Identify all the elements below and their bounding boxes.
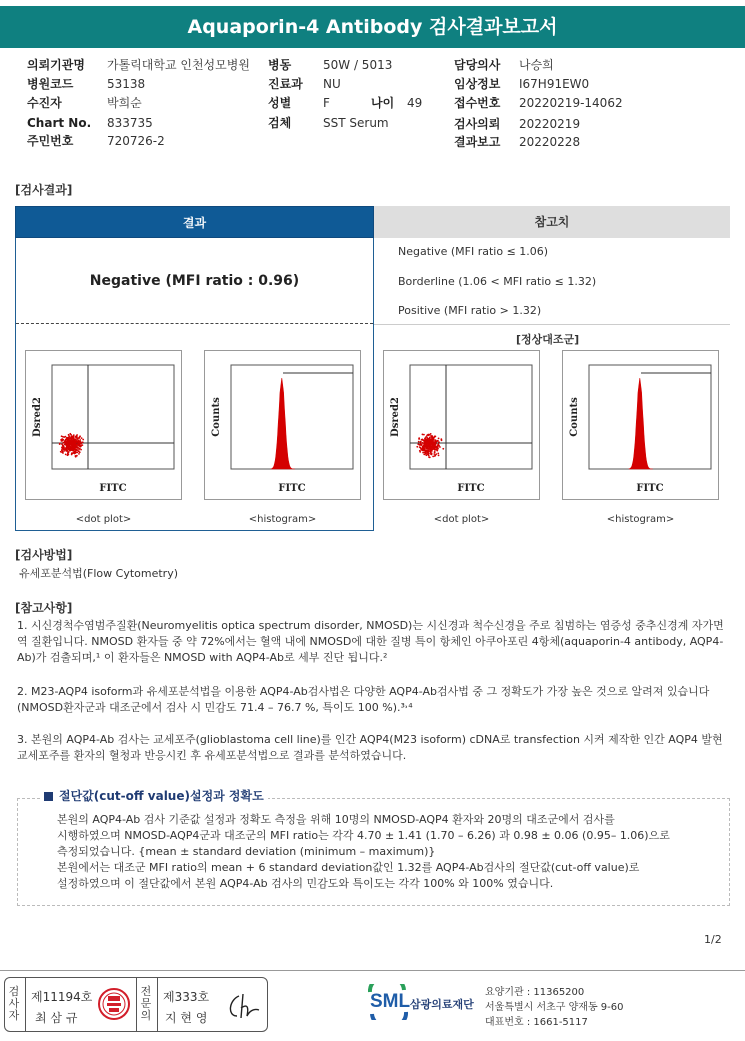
event-dot xyxy=(423,454,425,456)
cutoff-line: 설정하였으며 이 절단값에서 본원 AQP4-Ab 검사의 민감도와 특이도는 각각 100% 와 100% 였습니다. xyxy=(57,877,554,890)
event-dot xyxy=(74,442,76,444)
note-2: 2. M23-AQP4 isoform과 유세포분석법을 이용한 AQP4-Ab검사법은 다양한 AQP4-Ab검사법 중 그 정확도가 가장 높은 것으로 알려져 있습니다(NMOSD환자군과 대조군에서 검사 시 민감도 71.4 – 76.7 %, 특이도 100 %).³˒⁴ xyxy=(17,685,710,714)
examiner-seal xyxy=(97,987,131,1021)
event-dot xyxy=(80,441,82,443)
event-dot xyxy=(74,450,76,452)
event-dot xyxy=(421,439,423,441)
event-dot xyxy=(421,444,423,446)
info-label: 접수번호 xyxy=(454,96,501,110)
examiner-name: 최 삼 규 xyxy=(35,1011,78,1025)
event-dot xyxy=(67,439,69,441)
event-dot xyxy=(80,446,82,448)
reference-column-header: 참고치 xyxy=(374,206,730,238)
reference-borderline: Borderline (1.06 < MFI ratio ≤ 1.32) xyxy=(398,275,597,288)
cutoff-line: 본원에서는 대조군 MFI ratio의 mean + 6 standard deviation값인 1.32를 AQP4-Ab검사의 절단값(cut-off value)로 xyxy=(57,861,640,874)
info-value: NU xyxy=(323,77,341,91)
event-dot xyxy=(77,447,79,449)
info-label: 담당의사 xyxy=(454,58,501,72)
event-dot xyxy=(79,439,81,441)
event-dot xyxy=(436,449,438,451)
event-dot xyxy=(430,433,432,435)
event-dot xyxy=(66,437,68,439)
event-dot xyxy=(62,452,64,454)
event-dot xyxy=(437,440,439,442)
char: 사 xyxy=(8,997,20,1010)
examiner-vertical-label xyxy=(8,986,20,1022)
info-label: 검체 xyxy=(268,116,292,130)
event-dot xyxy=(428,444,430,446)
info-value: 833735 xyxy=(107,116,153,130)
event-dot xyxy=(63,448,65,450)
info-label: 결과보고 xyxy=(454,135,501,149)
event-dot xyxy=(434,454,436,456)
event-dot xyxy=(434,451,436,453)
event-dot xyxy=(424,452,426,454)
reference-positive: Positive (MFI ratio > 1.32) xyxy=(398,304,542,317)
event-dot xyxy=(427,448,429,450)
sig-divider xyxy=(136,978,137,1031)
square-bullet-icon xyxy=(44,792,53,801)
event-dot xyxy=(80,449,82,451)
histogram-peak xyxy=(629,378,653,469)
sml-logo-text: SML xyxy=(370,991,411,1012)
event-dot xyxy=(416,446,418,448)
event-dot xyxy=(434,436,436,438)
org-code: 요양기관 : 11365200 xyxy=(485,987,585,998)
event-dot xyxy=(67,444,69,446)
info-value: 720726-2 xyxy=(107,134,165,148)
patient-info xyxy=(0,0,745,160)
method-text: 유세포분석법(Flow Cytometry) xyxy=(19,567,179,580)
control-histogram xyxy=(562,350,719,500)
event-dot xyxy=(66,449,68,451)
event-dot xyxy=(419,446,421,448)
info-value: 20220228 xyxy=(519,135,581,149)
event-dot xyxy=(71,454,73,456)
event-dot xyxy=(61,438,63,440)
char: 문 xyxy=(140,997,152,1010)
event-dot xyxy=(430,435,432,437)
reference-negative: Negative (MFI ratio ≤ 1.06) xyxy=(398,245,549,258)
org-address: 서울특별시 서초구 양재동 9-60 xyxy=(485,1002,624,1013)
event-dot xyxy=(81,437,83,439)
sig-divider xyxy=(25,978,26,1031)
info-label: 의뢰기관명 xyxy=(27,58,85,72)
info-label: 진료과 xyxy=(268,77,303,91)
plot-caption: <dot plot> xyxy=(433,514,490,525)
event-dot xyxy=(61,448,63,450)
event-dot xyxy=(63,436,65,438)
event-dot xyxy=(75,441,77,443)
event-dot xyxy=(438,445,440,447)
cutoff-title xyxy=(40,787,268,804)
event-dot xyxy=(419,444,421,446)
event-dot xyxy=(422,450,424,452)
char: 검 xyxy=(8,985,20,998)
method-heading: [검사방법] xyxy=(15,548,73,562)
event-dot xyxy=(426,444,428,446)
event-dot xyxy=(429,438,431,440)
cutoff-line: 측정되었습니다. {mean ± standard deviation (minimum – maximum)} xyxy=(57,845,436,858)
event-dot xyxy=(61,449,63,451)
event-dot xyxy=(82,439,84,441)
event-dot xyxy=(432,456,434,458)
note-3: 3. 본원의 AQP4-Ab 검사는 교세포주(glioblastoma cell line)를 인간 AQP4(M23 isoform) cDNA로 transfection 시켜 제작한 인간 AQP4 발현 교세포주를 환자의 혈청과 반응시킨 후 유세포분석법으로 결과를 분석하였습니다. xyxy=(17,733,723,762)
event-dot xyxy=(423,448,425,450)
patient-dot-plot xyxy=(25,350,182,500)
event-dot xyxy=(78,453,80,455)
info-value: 50W / 5013 xyxy=(323,58,393,72)
event-dot xyxy=(419,450,421,452)
char: 전 xyxy=(140,985,152,998)
info-value: 53138 xyxy=(107,77,146,91)
sig-divider xyxy=(157,978,158,1031)
sml-logo xyxy=(368,984,480,1024)
doctor-signature xyxy=(225,990,265,1024)
char: 의 xyxy=(140,1009,152,1022)
x-axis-label: FITC xyxy=(99,483,127,494)
event-dot xyxy=(67,440,69,442)
event-dot xyxy=(425,436,427,438)
event-dot xyxy=(420,441,422,443)
x-axis-label: FITC xyxy=(636,483,664,494)
doctor-vertical-label xyxy=(140,986,152,1022)
event-dot xyxy=(424,442,426,444)
event-dot xyxy=(433,448,435,450)
event-dot xyxy=(442,448,444,450)
plot-axes xyxy=(52,365,174,469)
event-dot xyxy=(59,443,61,445)
event-dot xyxy=(427,453,429,455)
event-dot xyxy=(425,440,427,442)
y-axis-label: Counts xyxy=(211,397,222,437)
info-label: 병동 xyxy=(268,58,292,72)
y-axis-label: Dsred2 xyxy=(390,397,401,437)
age-value: 49 xyxy=(407,96,423,110)
event-dot xyxy=(423,439,425,441)
event-dot xyxy=(82,441,84,443)
reference-divider xyxy=(374,324,730,325)
event-dot xyxy=(61,440,63,442)
event-dot xyxy=(76,455,78,457)
doctor-name: 지 현 영 xyxy=(165,1011,208,1025)
event-dot xyxy=(71,436,73,438)
organization-info xyxy=(485,985,624,1030)
cutoff-text xyxy=(57,812,717,892)
event-dot xyxy=(78,451,80,453)
info-label: 주민번호 xyxy=(27,134,74,148)
event-dot xyxy=(430,445,432,447)
event-dot xyxy=(431,450,433,452)
result-column-header: 결과 xyxy=(15,206,374,238)
age-label: 나이 xyxy=(371,96,395,110)
report-title: Aquaporin-4 Antibody 검사결과보고서 xyxy=(0,6,745,48)
control-dot-plot xyxy=(383,350,540,500)
histogram-peak xyxy=(271,378,295,469)
info-value: 가톨릭대학교 인천성모병원 xyxy=(107,58,250,72)
x-axis-label: FITC xyxy=(457,483,485,494)
info-value: 박희순 xyxy=(107,96,142,110)
event-dot xyxy=(61,443,63,445)
event-dot xyxy=(430,448,432,450)
event-dot xyxy=(77,445,79,447)
event-dot xyxy=(435,443,437,445)
plot-caption: <histogram> xyxy=(606,514,675,525)
doctor-id: 제333호 xyxy=(163,990,210,1004)
info-value: 나승희 xyxy=(519,58,554,72)
event-dot xyxy=(74,445,76,447)
event-dot xyxy=(61,435,63,437)
event-dot xyxy=(71,444,73,446)
notes-heading: [참고사항] xyxy=(15,601,73,615)
info-label: 임상정보 xyxy=(454,77,501,91)
event-dot xyxy=(76,439,78,441)
info-value: F xyxy=(323,96,330,110)
event-dot xyxy=(66,447,68,449)
event-dot xyxy=(433,441,435,443)
plot-axes xyxy=(589,365,711,469)
event-dot xyxy=(428,456,430,458)
event-dot xyxy=(76,435,78,437)
info-label: Chart No. xyxy=(27,116,92,130)
event-dot xyxy=(69,444,71,446)
event-dot xyxy=(427,434,429,436)
result-section-heading: [검사결과] xyxy=(15,183,73,197)
event-dot xyxy=(76,443,78,445)
event-dot xyxy=(81,444,83,446)
plot-caption: <histogram> xyxy=(248,514,317,525)
event-dot xyxy=(426,450,428,452)
event-dot xyxy=(433,446,435,448)
cutoff-title-text: 절단값(cut-off value)설정과 정확도 xyxy=(59,789,264,803)
event-dot xyxy=(422,445,424,447)
event-dot xyxy=(437,452,439,454)
event-dot xyxy=(73,440,75,442)
event-dot xyxy=(417,443,419,445)
y-axis-label: Dsred2 xyxy=(32,397,43,437)
event-dot xyxy=(432,437,434,439)
info-label: 수진자 xyxy=(27,96,62,110)
result-value: Negative (MFI ratio : 0.96) xyxy=(16,238,373,324)
info-value: 20220219 xyxy=(519,117,581,131)
event-dot xyxy=(70,449,72,451)
y-axis-label: Counts xyxy=(569,397,580,437)
event-dot xyxy=(79,435,81,437)
event-dot xyxy=(431,453,433,455)
event-dot xyxy=(422,452,424,454)
event-dot xyxy=(68,452,70,454)
plot-axes xyxy=(231,365,353,469)
info-value: 20220219-14062 xyxy=(519,96,623,110)
event-dot xyxy=(422,442,424,444)
event-dot xyxy=(432,445,434,447)
info-label: 병원코드 xyxy=(27,77,74,91)
event-dot xyxy=(70,434,72,436)
event-dot xyxy=(418,441,420,443)
event-dot xyxy=(72,448,74,450)
sml-logo-subtitle: 삼광의료재단 xyxy=(410,998,474,1011)
event-dot xyxy=(67,454,69,456)
info-label: 검사의뢰 xyxy=(454,117,501,131)
info-value: SST Serum xyxy=(323,116,389,130)
event-dot xyxy=(70,443,72,445)
info-value: I67H91EW0 xyxy=(519,77,590,91)
char: 자 xyxy=(8,1009,20,1022)
examiner-id: 제11194호 xyxy=(31,990,93,1004)
event-dot xyxy=(75,452,77,454)
event-dot xyxy=(63,445,65,447)
event-dot xyxy=(65,453,67,455)
x-axis-label: FITC xyxy=(278,483,306,494)
note-1: 1. 시신경척수염범주질환(Neuromyelitis optica spectrum disorder, NMOSD)는 시신경과 척수신경을 주로 침범하는 염증성 중추신경계 자가면역 질환입니다. NMOSD 환자들 중 약 72%에서는 혈액 내에 NMOSD에 대한 질병 특이 항체인 아쿠아포린 4항체(aquaporin-4 antibody, AQP4-Ab)가 검출되며,¹ 이 환자들은 NMOSD with AQP4-Ab로 세부 진단 됩니다.² xyxy=(17,619,724,664)
event-dot xyxy=(79,447,81,449)
event-dot xyxy=(423,434,425,436)
event-dot xyxy=(76,449,78,451)
event-dot xyxy=(418,438,420,440)
event-dot xyxy=(427,439,429,441)
cutoff-line: 시행하였으며 NMOSD-AQP4군과 대조군의 MFI ratio는 각각 4.70 ± 1.41 (1.70 – 6.26) 과 0.98 ± 0.06 (0.95– 1.06)으로 xyxy=(57,829,670,842)
event-dot xyxy=(430,440,432,442)
event-dot xyxy=(65,443,67,445)
footer-divider xyxy=(0,970,745,971)
signature-box xyxy=(4,977,268,1032)
control-group-label: [정상대조군] xyxy=(516,333,580,346)
event-dot xyxy=(438,437,440,439)
info-label: 성별 xyxy=(268,96,292,110)
plot-caption: <dot plot> xyxy=(75,514,132,525)
page-number: 1/2 xyxy=(704,933,722,946)
event-dot xyxy=(438,454,440,456)
event-dot xyxy=(441,439,443,441)
patient-histogram xyxy=(204,350,361,500)
event-dot xyxy=(68,447,70,449)
org-phone: 대표번호 : 1661-5117 xyxy=(485,1017,588,1028)
event-dot xyxy=(77,441,79,443)
event-dot xyxy=(71,440,73,442)
cutoff-line: 본원의 AQP4-Ab 검사 기준값 설정과 정확도 측정을 위해 10명의 NMOSD-AQP4 환자와 20명의 대조군에서 검사를 xyxy=(57,813,615,826)
